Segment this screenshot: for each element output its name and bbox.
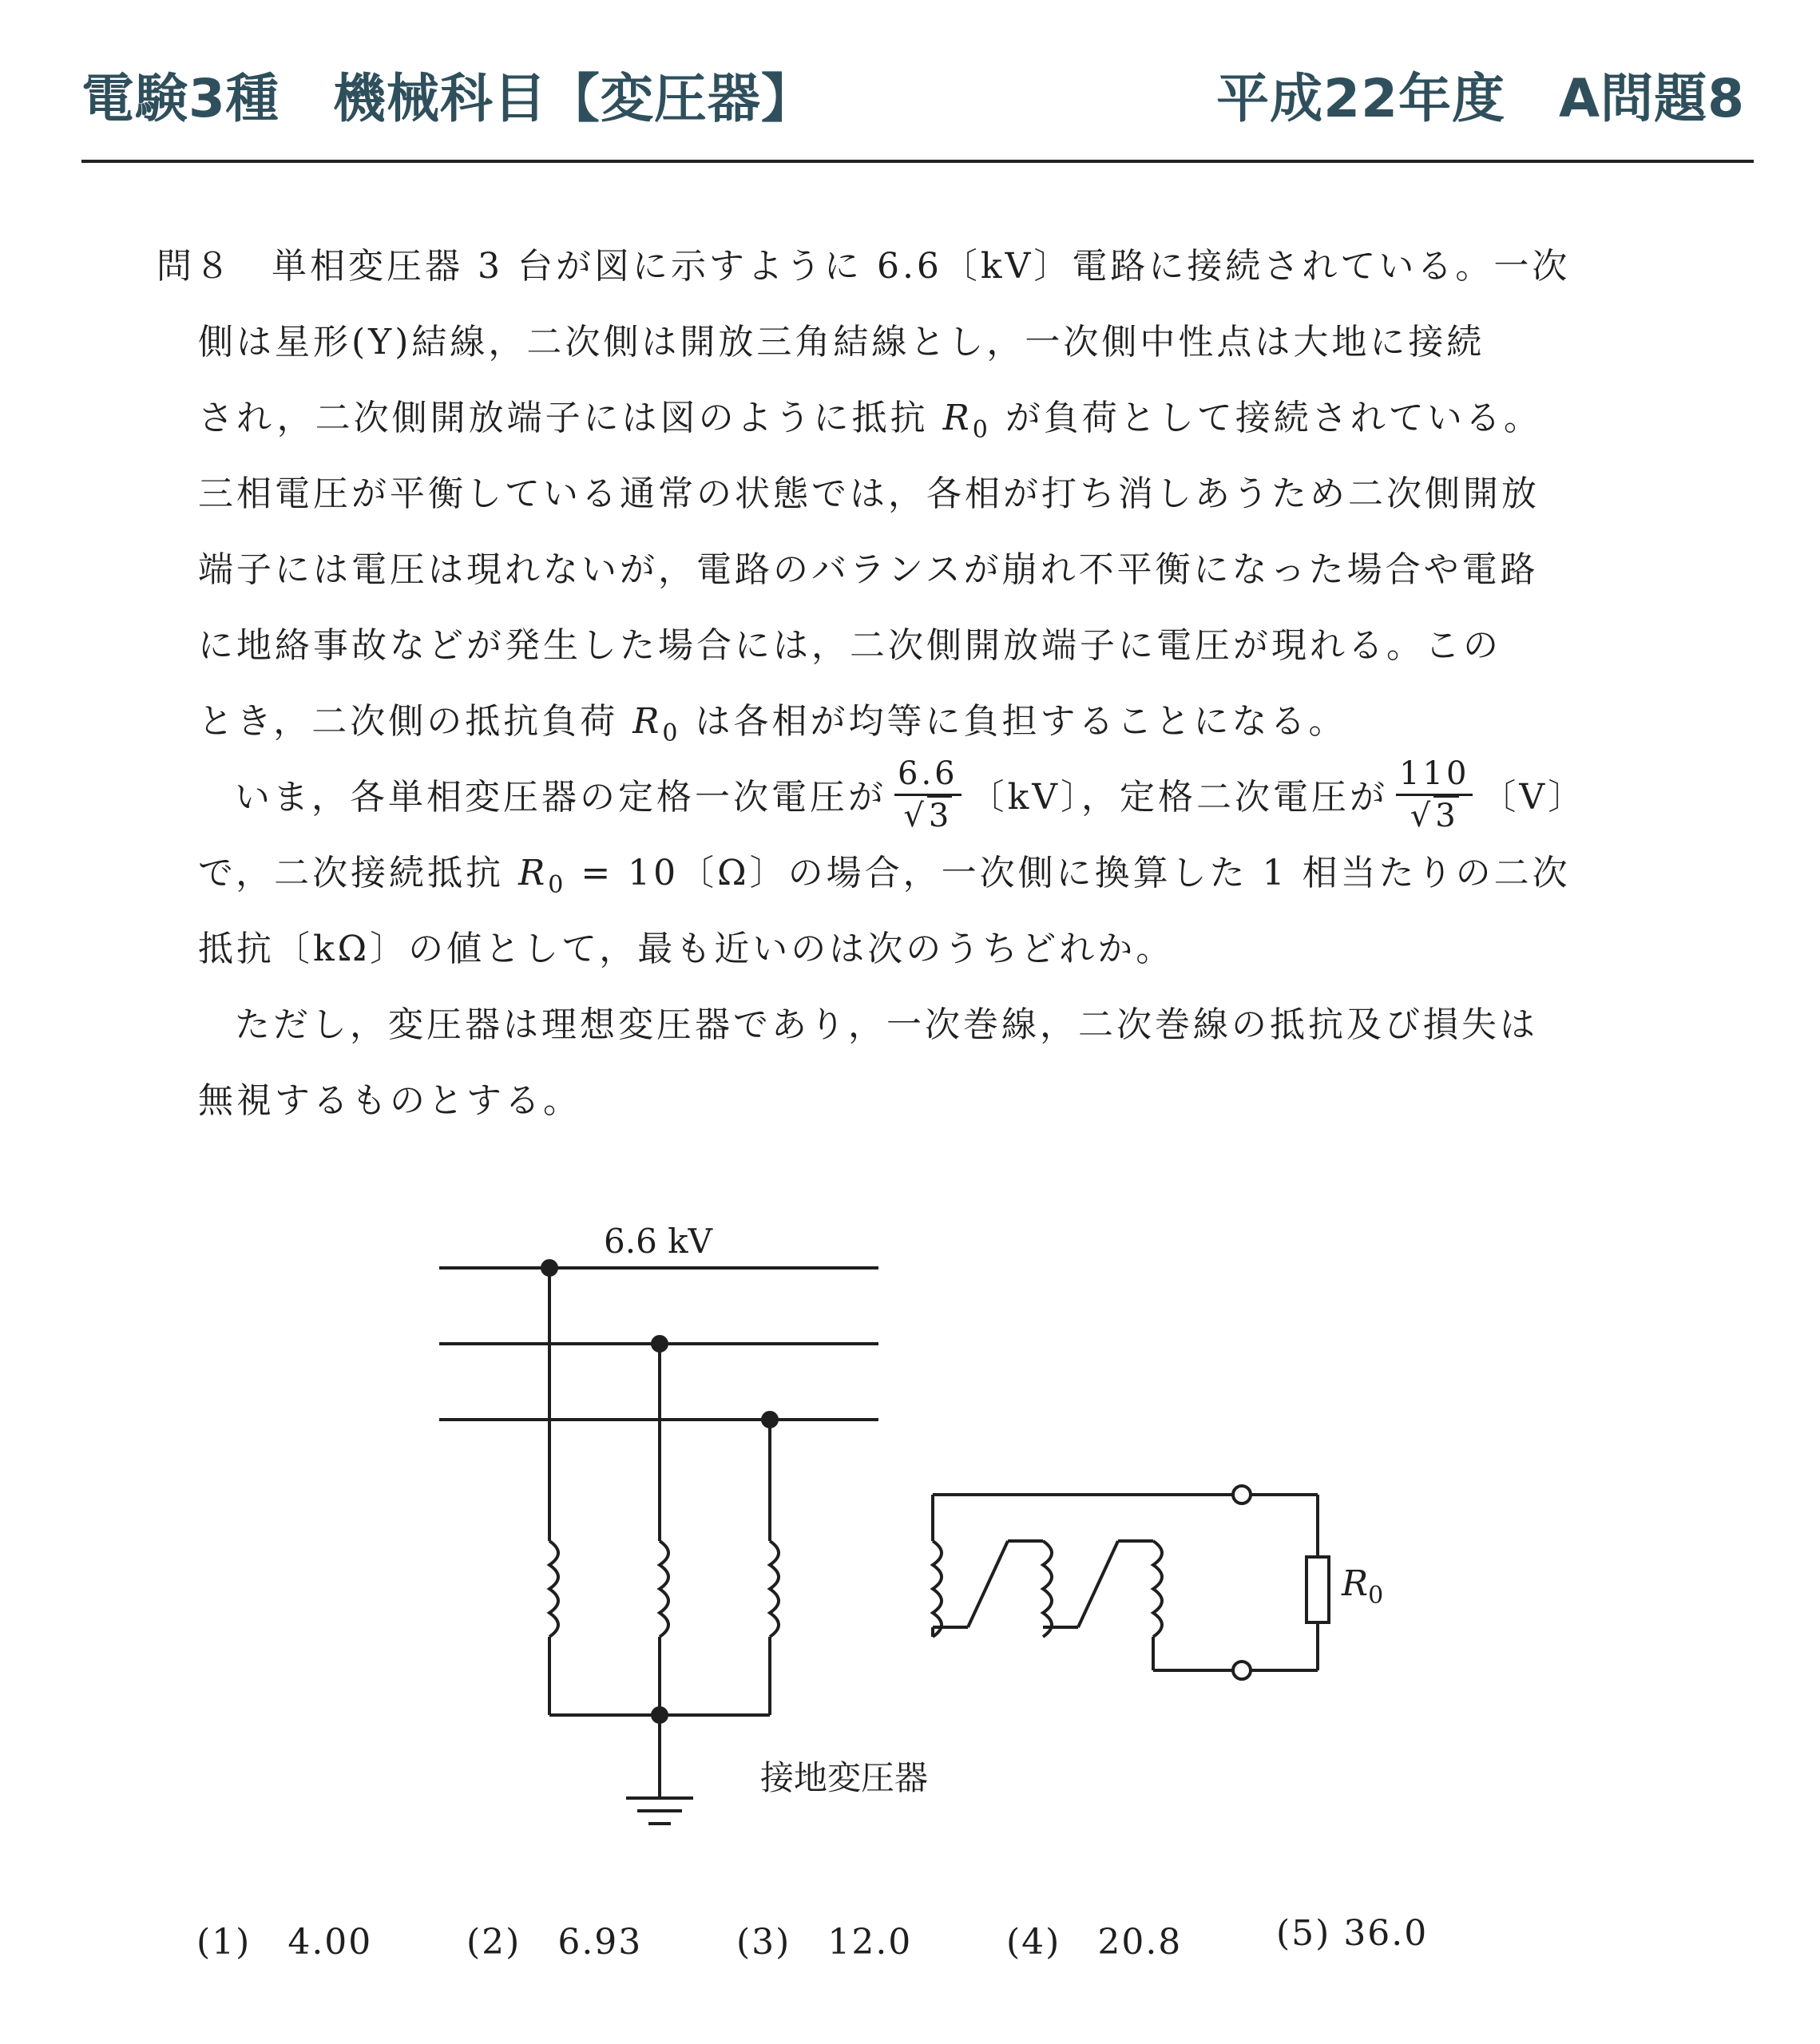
- r0-subscript: 0: [972, 416, 991, 444]
- problem-line-1: 問８ 単相変圧器 3 台が図に示すように 6.6〔kV〕電路に接続されている。一次: [157, 246, 1571, 287]
- open-terminal-bottom: [1233, 1662, 1251, 1679]
- secondary-coil-1: [933, 1541, 942, 1637]
- primary-coil-3: [770, 1541, 779, 1637]
- problem-line-10: 抵抗〔kΩ〕の値として，最も近いのは次のうちどれか。: [198, 929, 1175, 969]
- problem-line-4: 三相電圧が平衡している通常の状態では，各相が打ち消しあうため二次側開放: [198, 473, 1540, 514]
- choice-2[interactable]: (2) 6.93: [466, 1922, 643, 1963]
- r0-symbol: R: [518, 853, 549, 893]
- text-segment: され，二次側開放端子には図のように抵抗: [198, 398, 943, 438]
- text-segment: とき，二次側の抵抗負荷: [198, 701, 633, 742]
- problem-line-12: 無視するものとする。: [198, 1080, 581, 1121]
- text-segment: 〔kV〕，定格二次電圧が: [969, 777, 1389, 818]
- text-segment: いま，各単相変圧器の定格一次電圧が: [235, 777, 886, 818]
- voltage-label: 6.6 kV: [604, 1222, 712, 1261]
- secondary-coil-2: [1043, 1541, 1052, 1637]
- header-subject: 電験3種 機械科目【変圧器】: [81, 68, 815, 129]
- text-segment: は各相が均等に負担することになる。: [680, 701, 1347, 742]
- r0-subscript: 0: [1368, 1582, 1384, 1610]
- secondary-coil-3: [1153, 1541, 1162, 1637]
- r0-symbol: R: [1342, 1563, 1369, 1604]
- text-segment: が負荷として接続されている。: [990, 398, 1542, 438]
- text-segment: = 10〔Ω〕の場合，一次側に換算した 1 相当たりの二次: [566, 853, 1571, 893]
- open-terminal-top: [1233, 1486, 1251, 1503]
- secondary-diagonal-2: [1078, 1541, 1118, 1627]
- problem-line-5: 端子には電圧は現れないが，電路のバランスが崩れ不平衡になった場合や電路: [198, 549, 1539, 590]
- problem-line-11: ただし，変圧器は理想変圧器であり，一次巻線，二次巻線の抵抗及び損失は: [235, 1004, 1538, 1045]
- resistor-label: [1342, 1563, 1383, 1610]
- primary-coil-1: [549, 1541, 558, 1637]
- choice-4[interactable]: (4) 20.8: [1006, 1922, 1183, 1963]
- r0-symbol: R: [942, 398, 973, 438]
- text-segment: で，二次接続抵抗: [198, 853, 519, 893]
- r0-symbol: R: [632, 701, 663, 742]
- problem-line-2: 側は星形(Y)結線，二次側は開放三角結線とし，一次側中性点は大地に接続: [198, 322, 1485, 362]
- sqrt-radicand: 3: [927, 795, 952, 834]
- fraction-numerator: 110: [1396, 757, 1473, 796]
- ground-icon: [626, 1798, 693, 1824]
- sqrt-radicand: 3: [1433, 795, 1458, 834]
- header-exam-id: 平成22年度 A問題8: [1216, 68, 1745, 129]
- grounding-transformer-label: 接地変圧器: [760, 1758, 929, 1797]
- resistor-r0: [1307, 1557, 1329, 1622]
- sqrt-sign: √: [903, 798, 927, 834]
- sqrt-sign: √: [1410, 798, 1434, 834]
- problem-line-6: に地絡事故などが発生した場合には，二次側開放端子に電圧が現れる。この: [198, 625, 1501, 666]
- r0-subscript: 0: [662, 719, 681, 747]
- fraction-numerator: 6.6: [894, 757, 962, 796]
- text-segment: 〔V〕: [1481, 777, 1587, 818]
- choice-5[interactable]: (5) 36.0: [1276, 1913, 1429, 1954]
- choice-1[interactable]: (1) 4.00: [196, 1922, 373, 1963]
- primary-coil-2: [660, 1541, 668, 1637]
- r0-subscript: 0: [548, 871, 567, 899]
- choice-3[interactable]: (3) 12.0: [736, 1922, 913, 1963]
- secondary-diagonal-1: [968, 1541, 1008, 1627]
